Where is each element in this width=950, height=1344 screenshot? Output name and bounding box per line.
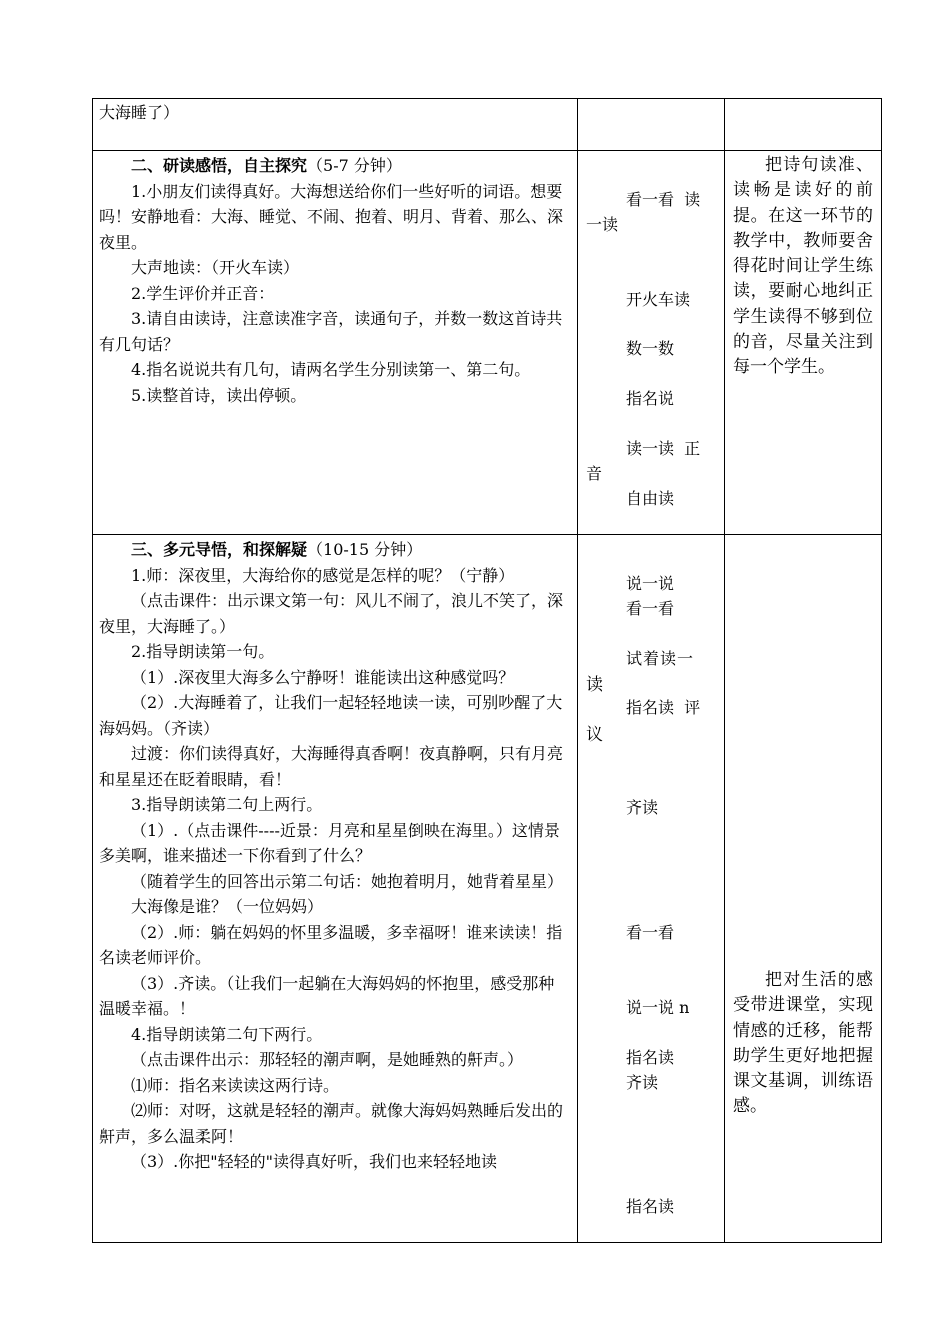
teaching-note: 把诗句读准、读畅是读好的前提。在这一环节的教学中，教师要舍得花时间让学生练读，要耐心地纠正学生读得不够到位的音，尽量关注到每一个学生。 (733, 155, 873, 378)
paragraph: （1）.（点击课件----近景：月亮和星星倒映在海里。）这情景多美啊，谁来描述一下你看到了什么？ (99, 820, 560, 865)
section-heading-time: （5-7 分钟） (307, 156, 402, 175)
paragraph: 3.指导朗读第二句上两行。 (131, 795, 323, 814)
paragraph: （2）.师：躺在妈妈的怀里多温暖，多幸福呀！谁来读读！指名读老师评价。 (99, 922, 563, 967)
paragraph: （2）.大海睡着了，让我们一起轻轻地读一读，可别吵醒了大海妈妈。（齐读） (99, 693, 563, 738)
paragraph: 2.学生评价并正音： (131, 283, 275, 303)
table-row-divider-1 (92, 150, 882, 151)
row1-content-text: 大海睡了） (99, 103, 180, 122)
paragraph: 4.指导朗读第二句下两行。 (131, 1024, 323, 1044)
paragraph: （点击课件出示：那轻轻的潮声啊，是她睡熟的鼾声。） (131, 1050, 524, 1069)
table-border-left (92, 98, 93, 1243)
activity-label: 说一说 n (626, 998, 690, 1017)
activity-label: 指名读 (626, 1048, 675, 1067)
side-label-read: 读 (586, 675, 603, 695)
row3-note-cell (733, 968, 873, 1120)
activity-label: 看一看 (626, 923, 675, 942)
paragraph: ⑴师：指名来读读这两行诗。 (131, 1075, 340, 1095)
table-border-right (881, 98, 882, 1243)
table-col-divider-1 (577, 98, 578, 1243)
activity-label: 读一读 正 (626, 439, 701, 458)
activity-label: 指名读 评 (626, 698, 701, 717)
paragraph: 2.指导朗读第一句。 (131, 642, 275, 661)
paragraph: 5.读整首诗，读出停顿。 (131, 385, 307, 405)
activity-label: 开火车读 (626, 290, 691, 309)
activity-label: 数一数 (626, 339, 675, 358)
activity-label: 指名说 (626, 389, 675, 408)
row3-content-cell (99, 537, 570, 1175)
section-heading (99, 537, 570, 563)
paragraph: 过渡：你们读得真好，大海睡得真香啊！夜真静啊，只有月亮和星星还在眨着眼睛，看！ (99, 744, 564, 789)
section-heading-time: （10-15 分钟） (307, 540, 423, 559)
paragraph: 3.请自由读诗，注意读准字音，读通句子，并数一数这首诗共有几句话？ (99, 309, 563, 354)
activity-label: 看一看 (626, 599, 675, 618)
activity-label: 说一说 (626, 574, 675, 593)
paragraph: （3）.你把"轻轻的"读得真好听，我们也来轻轻地读 (131, 1152, 497, 1171)
paragraph: （随着学生的回答出示第二句话：她抱着明月，她背着星星） (131, 871, 564, 891)
table-row-divider-2 (92, 534, 882, 535)
side-label-discuss: 议 (586, 725, 603, 745)
activity-label: 一读 (586, 215, 619, 234)
row1-content-cell (99, 100, 570, 126)
paragraph: （1）.深夜里大海多么宁静呀！谁能读出这种感觉吗？ (131, 667, 515, 687)
section-heading-title: 三、多元导悟，和探解疑 (131, 540, 308, 559)
paragraph: （点击课件：出示课文第一句：风儿不闹了，浪儿不笑了，深夜里，大海睡了。） (99, 591, 564, 636)
paragraph: 1.师：深夜里，大海给你的感觉是怎样的呢？（宁静） (131, 565, 515, 585)
table-border-bottom (92, 1242, 882, 1243)
paragraph: 大海像是谁？（一位妈妈） (131, 897, 324, 916)
activity-label: 齐读 (626, 798, 659, 817)
table-border-top (92, 98, 882, 99)
activity-label: 指名读 (626, 1197, 675, 1216)
paragraph: 4.指名说说共有几句，请两名学生分别读第一、第二句。 (131, 360, 531, 379)
activity-label: 试着读一 (626, 649, 695, 668)
table-col-divider-2 (724, 98, 725, 1243)
activity-label: 看一看 读 (626, 190, 701, 209)
row2-content-cell (99, 153, 570, 408)
activity-label: 音 (586, 464, 603, 483)
paragraph: 大声地读：（开火车读） (131, 258, 300, 277)
section-heading-title: 二、研读感悟，自主探究 (131, 156, 308, 175)
section-heading (99, 153, 570, 179)
paragraph: 1.小朋友们读得真好。大海想送给你们一些好听的词语。想要吗！安静地看：大海、睡觉、不闹、抱着、明月、背着、那么、深夜里。 (99, 181, 564, 252)
activity-label: 齐读 (626, 1073, 659, 1092)
activity-label: 自由读 (626, 489, 675, 508)
paragraph: （3）.齐读。（让我们一起躺在大海妈妈的怀抱里，感受那种温暖幸福。！ (99, 973, 555, 1018)
row2-note-cell (733, 153, 873, 381)
teaching-note: 把对生活的感受带进课堂，实现情感的迁移，能帮助学生更好地把握课文基调，训练语感。 (733, 970, 873, 1117)
paragraph: ⑵师：对呀，这就是轻轻的潮声。就像大海妈妈熟睡后发出的鼾声，多么温柔阿！ (99, 1101, 564, 1146)
